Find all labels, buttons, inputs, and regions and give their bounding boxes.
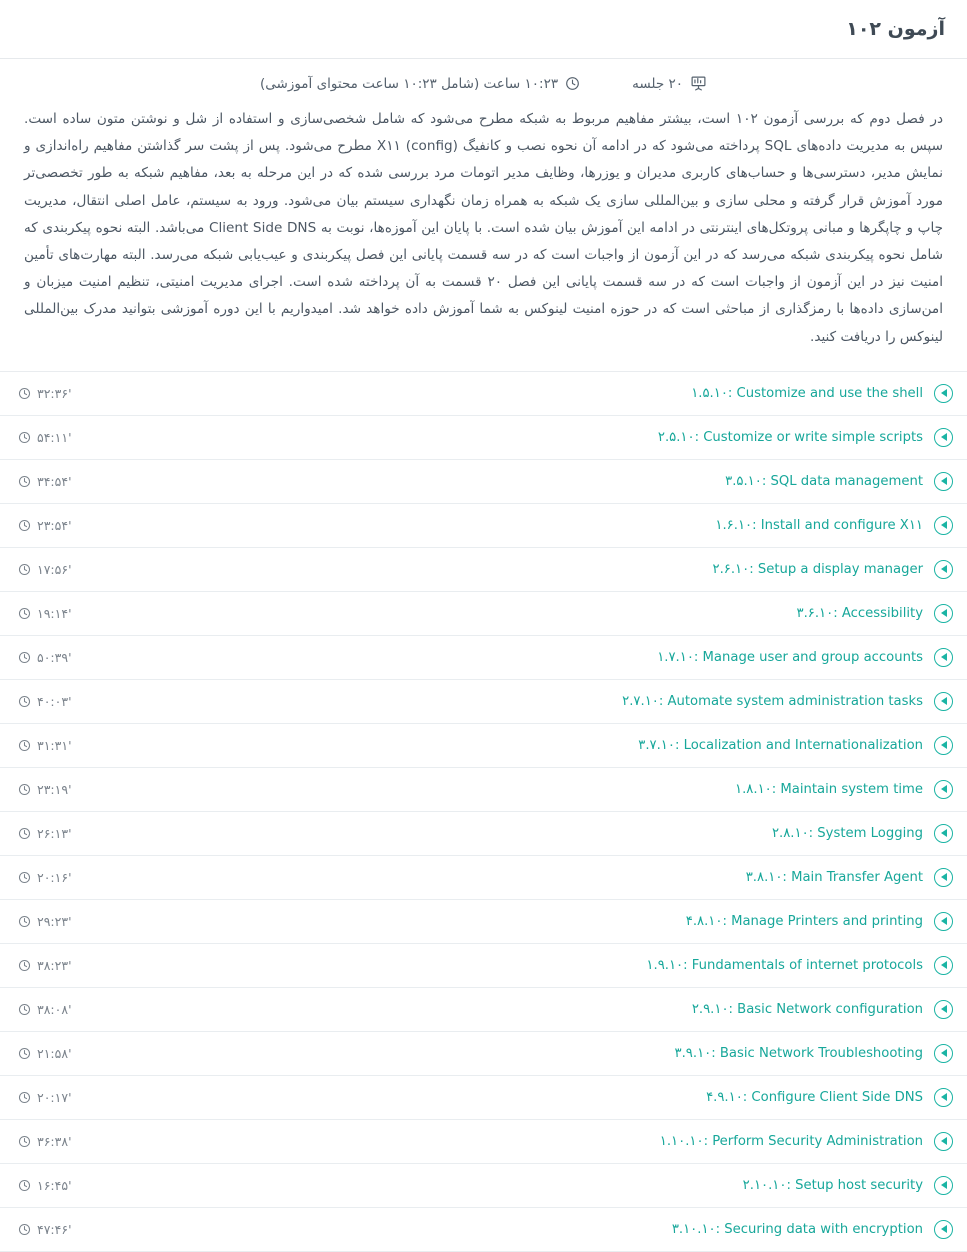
clock-icon xyxy=(18,475,31,488)
lesson-duration: ۳۶:۳۸' xyxy=(37,1133,72,1149)
clock-icon xyxy=(18,1135,31,1148)
lesson-main[interactable] xyxy=(725,472,953,491)
list-item[interactable] xyxy=(0,372,967,416)
lesson-title: ۱.۵.۱۰: Customize and use the shell xyxy=(691,385,923,401)
list-item[interactable] xyxy=(0,548,967,592)
play-icon[interactable] xyxy=(934,384,953,403)
lesson-main[interactable] xyxy=(692,1000,953,1019)
clock-icon xyxy=(18,563,31,576)
lesson-duration-group xyxy=(18,958,72,973)
lesson-main[interactable] xyxy=(658,428,953,447)
lesson-main[interactable] xyxy=(743,1176,953,1195)
lesson-duration-group xyxy=(18,1222,72,1237)
lesson-title: ۱.۸.۱۰: Maintain system time xyxy=(735,781,923,797)
clock-icon xyxy=(18,651,31,664)
list-item[interactable] xyxy=(0,768,967,812)
lesson-main[interactable] xyxy=(622,692,953,711)
list-item[interactable] xyxy=(0,988,967,1032)
lesson-title: ۲.۵.۱۰: Customize or write simple scripts xyxy=(657,429,923,445)
lesson-duration: ۲۹:۲۳' xyxy=(37,913,72,929)
play-icon[interactable] xyxy=(934,1088,953,1107)
lesson-duration-group xyxy=(18,650,72,665)
lesson-main[interactable] xyxy=(735,780,953,799)
lesson-title: ۳.۵.۱۰: SQL data management xyxy=(725,473,923,489)
course-meta xyxy=(0,59,967,104)
list-item[interactable] xyxy=(0,416,967,460)
clock-icon xyxy=(18,827,31,840)
lesson-duration: ۲۳:۱۹' xyxy=(37,781,72,797)
lesson-duration-group xyxy=(18,1046,72,1061)
lesson-duration-group xyxy=(18,430,72,445)
lesson-duration-group xyxy=(18,782,72,797)
lesson-duration-group xyxy=(18,518,72,533)
lesson-duration-group xyxy=(18,562,72,577)
lesson-main[interactable] xyxy=(675,1044,953,1063)
clock-icon xyxy=(18,519,31,532)
lesson-title: ۲.۹.۱۰: Basic Network configuration xyxy=(691,1001,923,1017)
clock-icon xyxy=(18,1223,31,1236)
lesson-title: ۱.۹.۱۰: Fundamentals of internet protocols xyxy=(646,957,923,973)
list-item[interactable] xyxy=(0,944,967,988)
play-icon[interactable] xyxy=(934,1176,953,1195)
play-icon[interactable] xyxy=(934,736,953,755)
clock-icon xyxy=(18,739,31,752)
lesson-duration-group xyxy=(18,1090,72,1105)
list-item[interactable] xyxy=(0,680,967,724)
lesson-title: ۲.۱۰.۱۰: Setup host security xyxy=(742,1177,923,1193)
lesson-duration: ۲۱:۵۸' xyxy=(37,1045,72,1061)
lesson-duration: ۵۴:۱۱' xyxy=(37,429,72,445)
play-icon[interactable] xyxy=(934,692,953,711)
clock-icon xyxy=(18,431,31,444)
play-icon[interactable] xyxy=(934,428,953,447)
lesson-title: ۳.۱۰.۱۰: Securing data with encryption xyxy=(671,1221,923,1237)
play-icon[interactable] xyxy=(934,1000,953,1019)
lesson-duration-group xyxy=(18,738,72,753)
lesson-main[interactable] xyxy=(713,560,954,579)
play-icon[interactable] xyxy=(934,1132,953,1151)
lesson-main[interactable] xyxy=(706,1088,953,1107)
list-item[interactable] xyxy=(0,504,967,548)
meta-duration-label: ۱۰:۲۳ ساعت (شامل ۱۰:۲۳ ساعت محتوای آموزشی) xyxy=(259,75,559,92)
clock-icon xyxy=(18,1003,31,1016)
lesson-title: ۱.۱۰.۱۰: Perform Security Administration xyxy=(659,1133,923,1149)
clock-icon xyxy=(18,1179,31,1192)
play-icon[interactable] xyxy=(934,1220,953,1239)
lesson-duration-group xyxy=(18,474,72,489)
list-item[interactable] xyxy=(0,812,967,856)
lesson-duration: ۳۸:۲۳' xyxy=(37,957,72,973)
lesson-duration: ۴۰:۰۳' xyxy=(37,693,72,709)
play-icon[interactable] xyxy=(934,912,953,931)
list-item[interactable] xyxy=(0,1164,967,1208)
list-item[interactable] xyxy=(0,460,967,504)
lesson-duration-group xyxy=(18,1002,72,1017)
lesson-title: ۳.۸.۱۰: Main Transfer Agent xyxy=(745,869,923,885)
clock-icon xyxy=(18,387,31,400)
clock-icon xyxy=(18,1091,31,1104)
lesson-duration-group xyxy=(18,1134,72,1149)
lesson-main[interactable] xyxy=(686,912,953,931)
course-header xyxy=(0,0,967,59)
list-item[interactable] xyxy=(0,636,967,680)
lesson-duration: ۱۷:۵۶' xyxy=(37,561,72,577)
course-description: در فصل دوم که بررسی آزمون ۱۰۲ است، بیشتر مفاهیم مربوط به شبکه مطرح می‌شود که شامل شخصی‌سازی و استفاده از شل و نوشتن متون ساده است. سپس به مدیریت داده‌های SQL پرداخته می‌شود که در ادامه آن نحوه نصب و کانفیگ (config) X۱۱ مطرح می‌شود. پس از پشت سر گذاشتن مفاهیم راه‌اندازی و نمایش مدیر، دسترسی‌ها و حساب‌های کاربری مدیران و یوزرها، وظایف مدیر اتومات مرد بررسی شده که در این مرحله به بعد، مفاهیم شبکه به طور تخصصی‌تر مورد آموزش قرار گرفته و محلی سازی و بین‌المللی سازی یک شبکه به همراه زمان نگهداری سیستم بیان می‌شود. ورود به سیستم، عامل اصلی انتقال، مدیریت چاپ و چاپگرها و مبانی پروتکل‌های اینترنتی در ادامه این آموزش بیان شده است. با پایان این آموزه‌ها، نوبت به Client Side DNS می‌باشد. البته نحوه پیکربندی که شامل نحوه پیکربندی شبکه می‌رسد که در این آزمون از واجبات است که در سه قسمت پایانی این فصل پیکربندی و عیب‌یابی شبکه می‌رسد. البته مهارت‌های تأمین امنیت نیز در این آزمون از واجبات است که در سه قسمت پایانی این فصل ۲۰ قسمت به آن پرداخته شده است. اجرای مدیریت امنیتی، تنظیم امنیت میزبان و امن‌سازی داده‌ها با رمزگذاری از مباحثی است که در حوزه امنیت لینوکس به شما آموزش داده خواهد شد. امیدواریم با این دوره آموزشی بتوانید مدرک بین‌المللی لینوکس را دریافت کنید. xyxy=(0,104,967,372)
lesson-duration: ۱۶:۴۵' xyxy=(37,1177,72,1193)
clock-icon xyxy=(18,871,31,884)
lesson-duration-group xyxy=(18,1178,72,1193)
lesson-list xyxy=(0,372,967,1252)
list-item[interactable] xyxy=(0,1120,967,1164)
list-item[interactable] xyxy=(0,900,967,944)
lesson-title: ۳.۶.۱۰: Accessibility xyxy=(796,605,923,621)
page-title: آزمون ۱۰۲ xyxy=(846,18,945,40)
lesson-duration: ۵۰:۳۹' xyxy=(37,649,72,665)
lesson-main[interactable] xyxy=(672,1220,953,1239)
list-item[interactable] xyxy=(0,724,967,768)
lesson-title: ۳.۹.۱۰: Basic Network Troubleshooting xyxy=(674,1045,923,1061)
lesson-duration-group xyxy=(18,694,72,709)
lesson-duration: ۱۹:۱۴' xyxy=(37,605,72,621)
clock-icon xyxy=(18,607,31,620)
lesson-duration: ۲۰:۱۷' xyxy=(37,1089,72,1105)
list-item[interactable] xyxy=(0,1032,967,1076)
clock-icon xyxy=(565,76,580,91)
lesson-duration: ۴۷:۴۶' xyxy=(37,1221,72,1237)
play-icon[interactable] xyxy=(934,956,953,975)
lesson-main[interactable] xyxy=(715,516,953,535)
presentation-board-icon xyxy=(690,75,707,92)
lesson-main[interactable] xyxy=(638,736,953,755)
lesson-duration: ۲۶:۱۳' xyxy=(37,825,72,841)
play-icon[interactable] xyxy=(934,516,953,535)
lesson-main[interactable] xyxy=(691,384,953,403)
list-item[interactable] xyxy=(0,1076,967,1120)
lesson-duration-group xyxy=(18,606,72,621)
lesson-main[interactable] xyxy=(657,648,953,667)
meta-sessions xyxy=(632,75,707,92)
lesson-main[interactable] xyxy=(660,1132,953,1151)
meta-duration xyxy=(260,76,580,92)
lesson-title: ۱.۷.۱۰: Manage user and group accounts xyxy=(657,649,923,665)
lesson-main[interactable] xyxy=(797,604,954,623)
lesson-duration: ۳۱:۳۱' xyxy=(37,737,72,753)
lesson-title: ۲.۸.۱۰: System Logging xyxy=(771,825,923,841)
lesson-main[interactable] xyxy=(746,868,953,887)
clock-icon xyxy=(18,695,31,708)
clock-icon xyxy=(18,783,31,796)
lesson-duration-group xyxy=(18,386,72,401)
lesson-duration: ۲۳:۵۴' xyxy=(37,517,72,533)
play-icon[interactable] xyxy=(934,648,953,667)
lesson-duration-group xyxy=(18,870,72,885)
play-icon[interactable] xyxy=(934,1044,953,1063)
list-item[interactable] xyxy=(0,856,967,900)
lesson-duration-group xyxy=(18,914,72,929)
lesson-title: ۲.۶.۱۰: Setup a display manager xyxy=(712,561,923,577)
lesson-duration: ۲۰:۱۶' xyxy=(37,869,72,885)
clock-icon xyxy=(18,1047,31,1060)
lesson-title: ۳.۷.۱۰: Localization and Internationalization xyxy=(638,737,923,753)
lesson-duration-group xyxy=(18,826,72,841)
meta-sessions-label: ۲۰ جلسه xyxy=(632,75,684,92)
play-icon[interactable] xyxy=(934,472,953,491)
clock-icon xyxy=(18,959,31,972)
lesson-duration: ۳۸:۰۸' xyxy=(37,1001,72,1017)
play-icon[interactable] xyxy=(934,560,953,579)
play-icon[interactable] xyxy=(934,780,953,799)
clock-icon xyxy=(18,915,31,928)
play-icon[interactable] xyxy=(934,868,953,887)
list-item[interactable] xyxy=(0,592,967,636)
lesson-main[interactable] xyxy=(646,956,953,975)
lesson-duration: ۳۲:۳۶' xyxy=(37,385,72,401)
lesson-main[interactable] xyxy=(772,824,953,843)
lesson-title: ۴.۸.۱۰: Manage Printers and printing xyxy=(685,913,923,929)
play-icon[interactable] xyxy=(934,824,953,843)
lesson-duration: ۳۴:۵۴' xyxy=(37,473,72,489)
lesson-title: ۲.۷.۱۰: Automate system administration tasks xyxy=(622,693,923,709)
lesson-title: ۴.۹.۱۰: Configure Client Side DNS xyxy=(706,1089,923,1105)
lesson-title: ۱.۶.۱۰: Install and configure X۱۱ xyxy=(715,517,923,533)
play-icon[interactable] xyxy=(934,604,953,623)
list-item[interactable] xyxy=(0,1208,967,1252)
